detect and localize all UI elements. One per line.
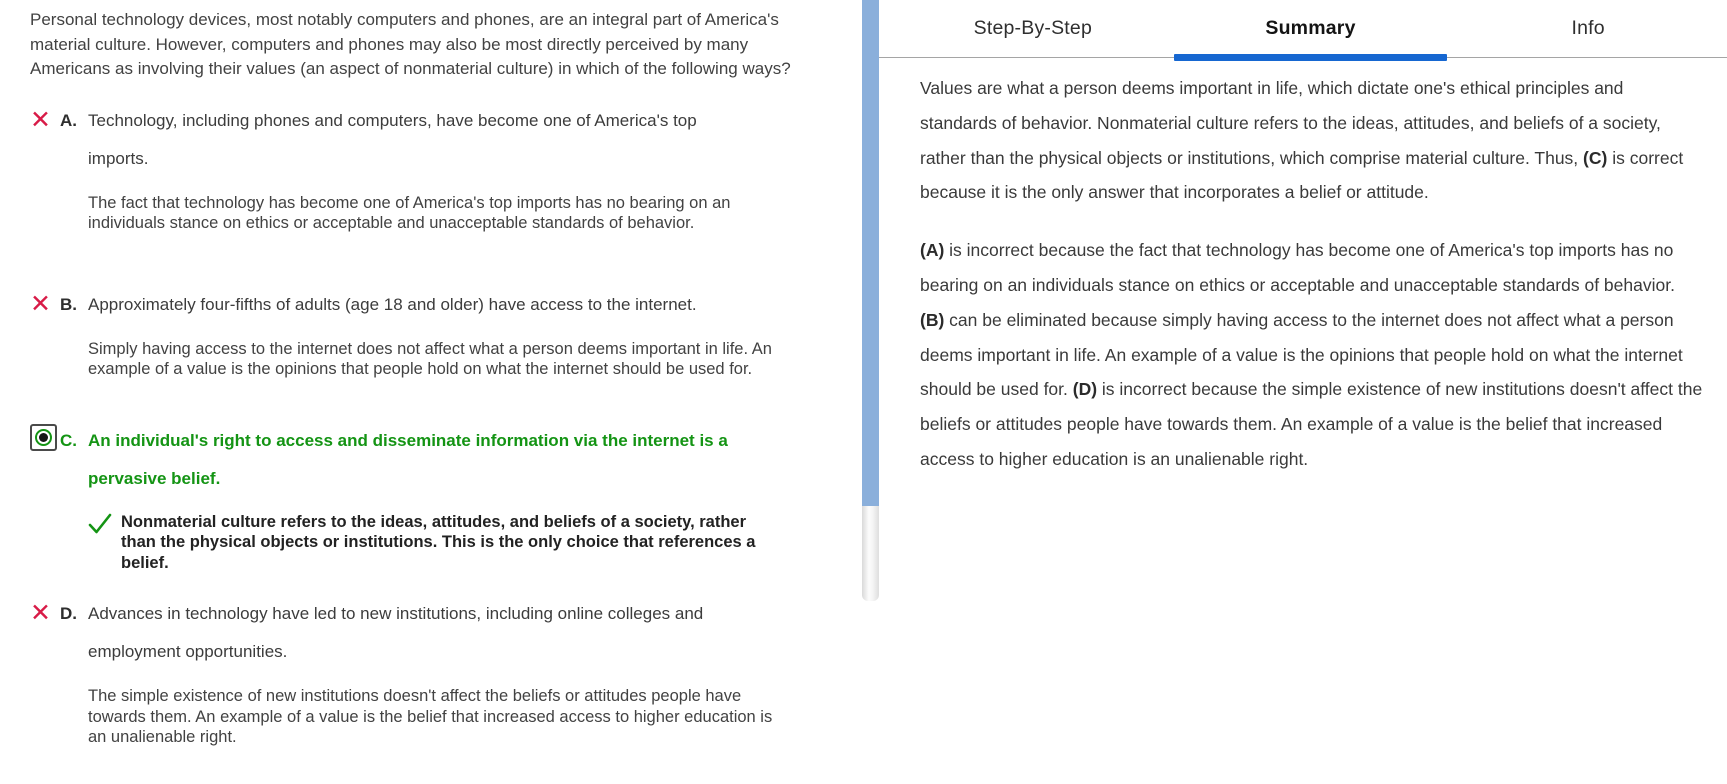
choice-label-c: C. (60, 430, 77, 450)
correct-check-icon (88, 512, 112, 574)
question-pane (0, 0, 862, 784)
choice-row-c-selected-correct (30, 422, 862, 574)
choice-explanation-c: Nonmaterial culture refers to the ideas, attitudes, and beliefs of a society, rather than the physical objects or institutions. This is the only choice that references a belief. (121, 512, 756, 572)
incorrect-cross-icon: ✕ (30, 599, 51, 627)
tab-step-by-step[interactable]: Step-By-Step (973, 17, 1093, 39)
choice-row-b (30, 286, 862, 380)
choice-text-b: Approximately four-fifths of adults (age 18 and older) have access to the internet. (88, 294, 697, 314)
choice-explanation-a: The fact that technology has become one of America's top imports has no bearing on an individuals stance on ethics or acceptable and unacceptable standards of behavior. (88, 193, 731, 232)
question-text: Personal technology devices, most notably computers and phones, are an integral part of America's material culture. However, computers and phones may also be most directly perceived by many Americans as involving their values (an aspect of nonmaterial culture) in which of the following ways? (30, 10, 791, 78)
explanation-pane (879, 0, 1727, 784)
summary-paragraph-2: (A) is incorrect because the fact that technology has become one of America's top imports has no bearing on an individuals stance on ethics or acceptable and unacceptable standards of behavior. (B) can be eliminated because simply having access to the internet does not affect what a person deems important in life. An example of a value is the opinions that people hold on what the internet should be used for. (D) is incorrect because the simple existence of new institutions doesn't affect the beliefs or attitudes people have towards them. An example of a value is the belief that increased access to higher education is an unalienable right. (920, 240, 1703, 469)
scrollbar-thumb[interactable] (862, 0, 879, 506)
choice-label-a: A. (60, 110, 77, 130)
radio-selected-icon[interactable] (30, 424, 57, 451)
choice-label-d: D. (60, 604, 77, 623)
summary-content (879, 58, 1727, 477)
left-pane-scrollbar (862, 0, 879, 784)
choice-row-a (30, 102, 862, 234)
choice-explanation-b: Simply having access to the internet does not affect what a person deems important in life. An example of a value is the opinions that people hold on what the internet should be used for. (88, 339, 772, 378)
choice-explanation-d: The simple existence of new institutions doesn't affect the beliefs or attitudes people have towards them. An example of a value is the belief that increased access to higher education is an unalienable right. (88, 687, 773, 746)
choice-label-b: B. (60, 294, 77, 314)
incorrect-cross-icon: ✕ (30, 105, 51, 134)
choice-text-d: Advances in technology have led to new institutions, including online colleges and employment opportunities. (88, 604, 704, 661)
summary-paragraph-1: Values are what a person deems important in life, which dictate one's ethical principles and standards of behavior. Nonmaterial culture refers to the ideas, attitudes, and beliefs of a society, rather than the physical objects or institutions, which comprise material culture. Thus, (C) is correct because it is the only answer that incorporates a belief or attitude. (920, 78, 1684, 203)
answer-choices (30, 102, 862, 748)
incorrect-cross-icon: ✕ (30, 289, 51, 318)
tab-bar (879, 0, 1727, 58)
tab-summary[interactable]: Summary (1172, 0, 1450, 57)
choice-text-a: Technology, including phones and computers, have become one of America's top imports. (88, 110, 697, 168)
choice-text-c: An individual's right to access and disseminate information via the internet is a pervasive belief. (88, 430, 728, 488)
tab-info[interactable]: Info (1571, 17, 1605, 39)
choice-row-d (30, 595, 862, 748)
